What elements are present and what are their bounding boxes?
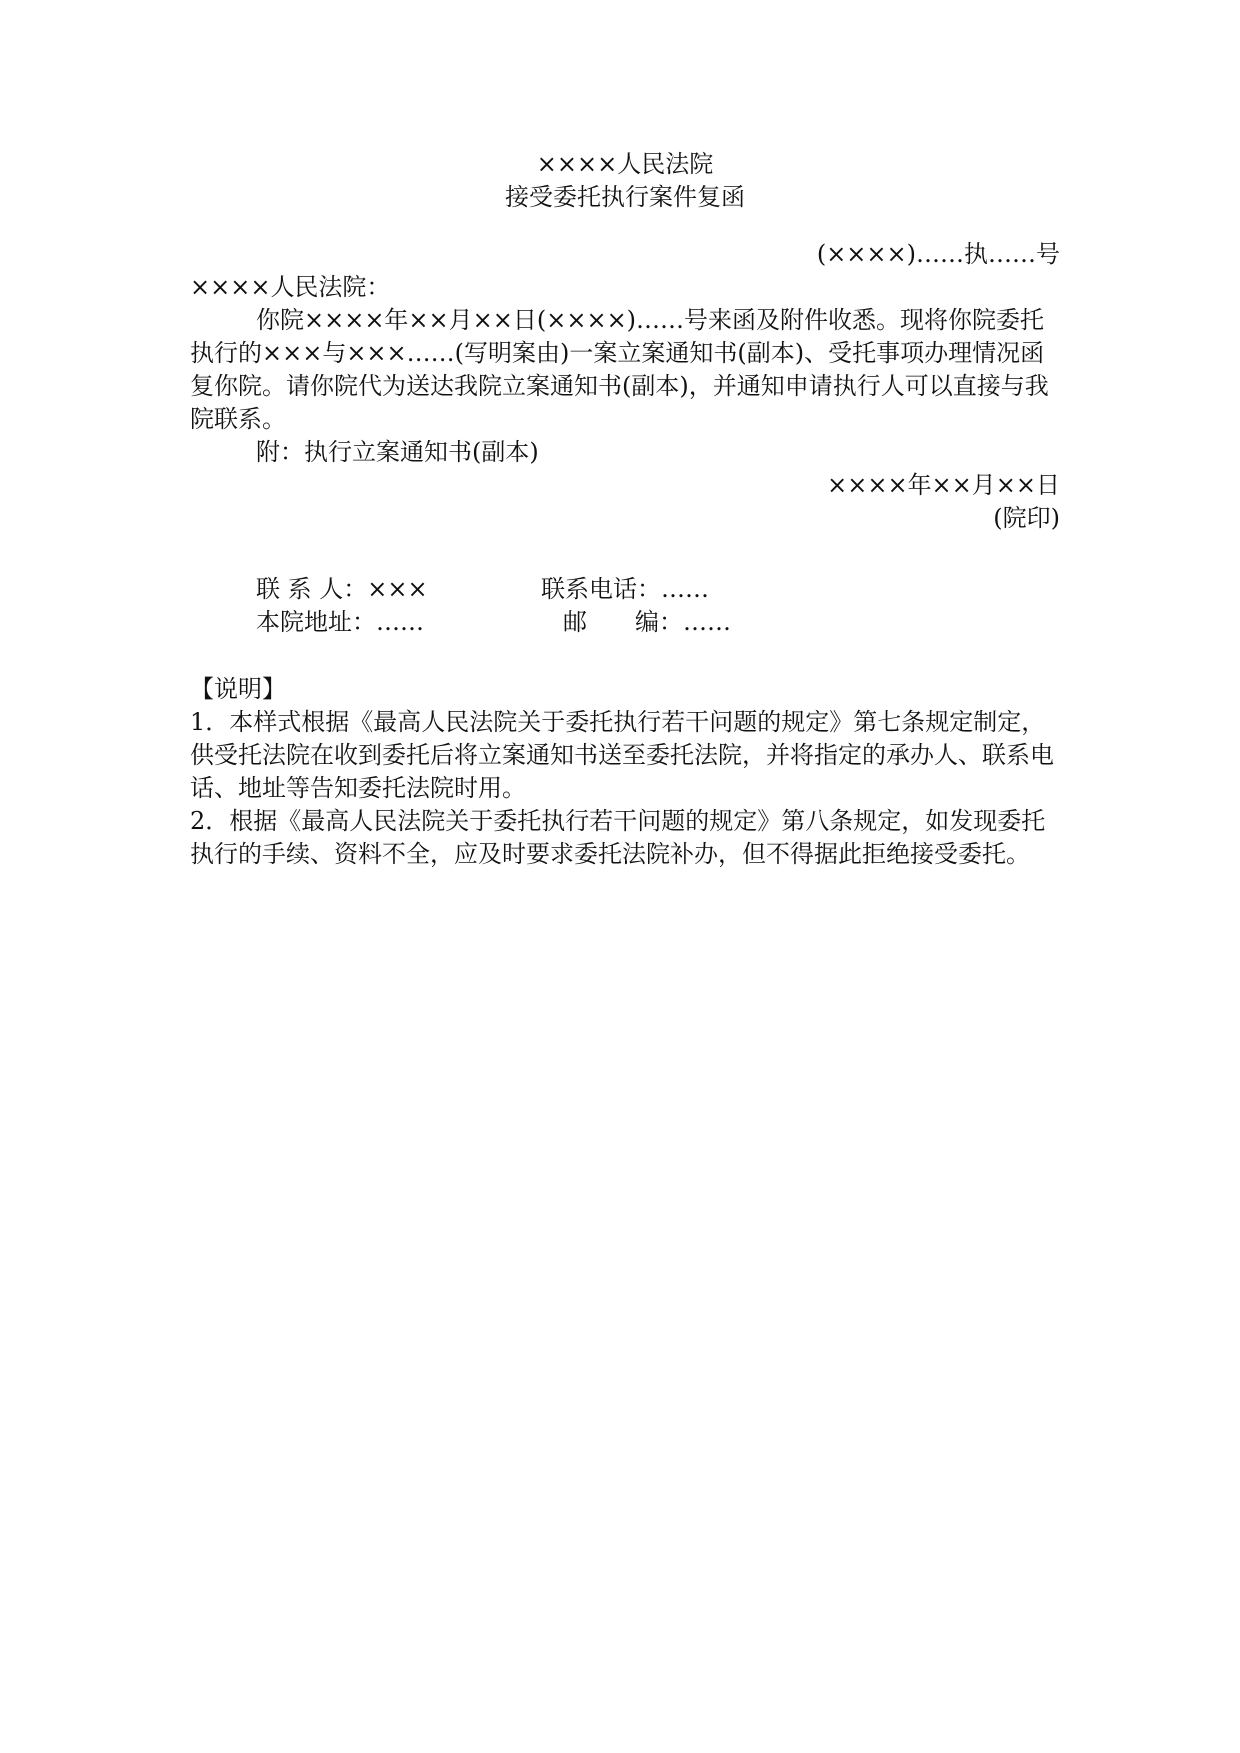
court-name: ××××人民法院: [536, 150, 714, 178]
document-header: [190, 148, 1060, 214]
attachment-line: 附：执行立案通知书(副本): [256, 438, 539, 466]
spacer: [190, 535, 1060, 573]
court-seal-label: (院印): [993, 504, 1060, 532]
body-paragraph: 你院××××年××月××日(××××)……号来函及附件收悉。现将你院委托执行的×××与×××……(写明案由)一案立案通知书(副本)、受托事项办理情况函复你院。请你院代为送达我院立案通知书(副本)，并通知申请执行人可以直接与我院联系。: [190, 306, 1049, 433]
note-item-1: 1．本样式根据《最高人民法院关于委托执行若干问题的规定》第七条规定制定，供受托法院在收到委托后将立案通知书送至委托法院，并将指定的承办人、联系电话、地址等告知委托法院时用。: [190, 708, 1054, 802]
court-address: 本院地址：……: [256, 608, 424, 636]
postal-code: 邮 编：……: [563, 608, 731, 636]
case-number: (××××)……执……号: [816, 240, 1060, 268]
contact-person: 联 系 人：×××: [256, 575, 428, 603]
notes-heading: 【说明】: [190, 675, 286, 703]
contact-row-2: [190, 606, 1060, 639]
contact-phone: 联系电话：……: [541, 575, 709, 603]
spacer: [190, 639, 1060, 673]
contact-row-1: [190, 573, 1060, 606]
document-date: ××××年××月××日: [827, 471, 1060, 499]
document-title: 接受委托执行案件复函: [505, 183, 745, 211]
document-content: [190, 148, 1060, 871]
note-item-2: 2．根据《最高人民法院关于委托执行若干问题的规定》第八条规定，如发现委托执行的手续、资料不全，应及时要求委托法院补办，但不得据此拒绝接受委托。: [190, 807, 1046, 868]
addressee: ××××人民法院：: [190, 273, 391, 301]
